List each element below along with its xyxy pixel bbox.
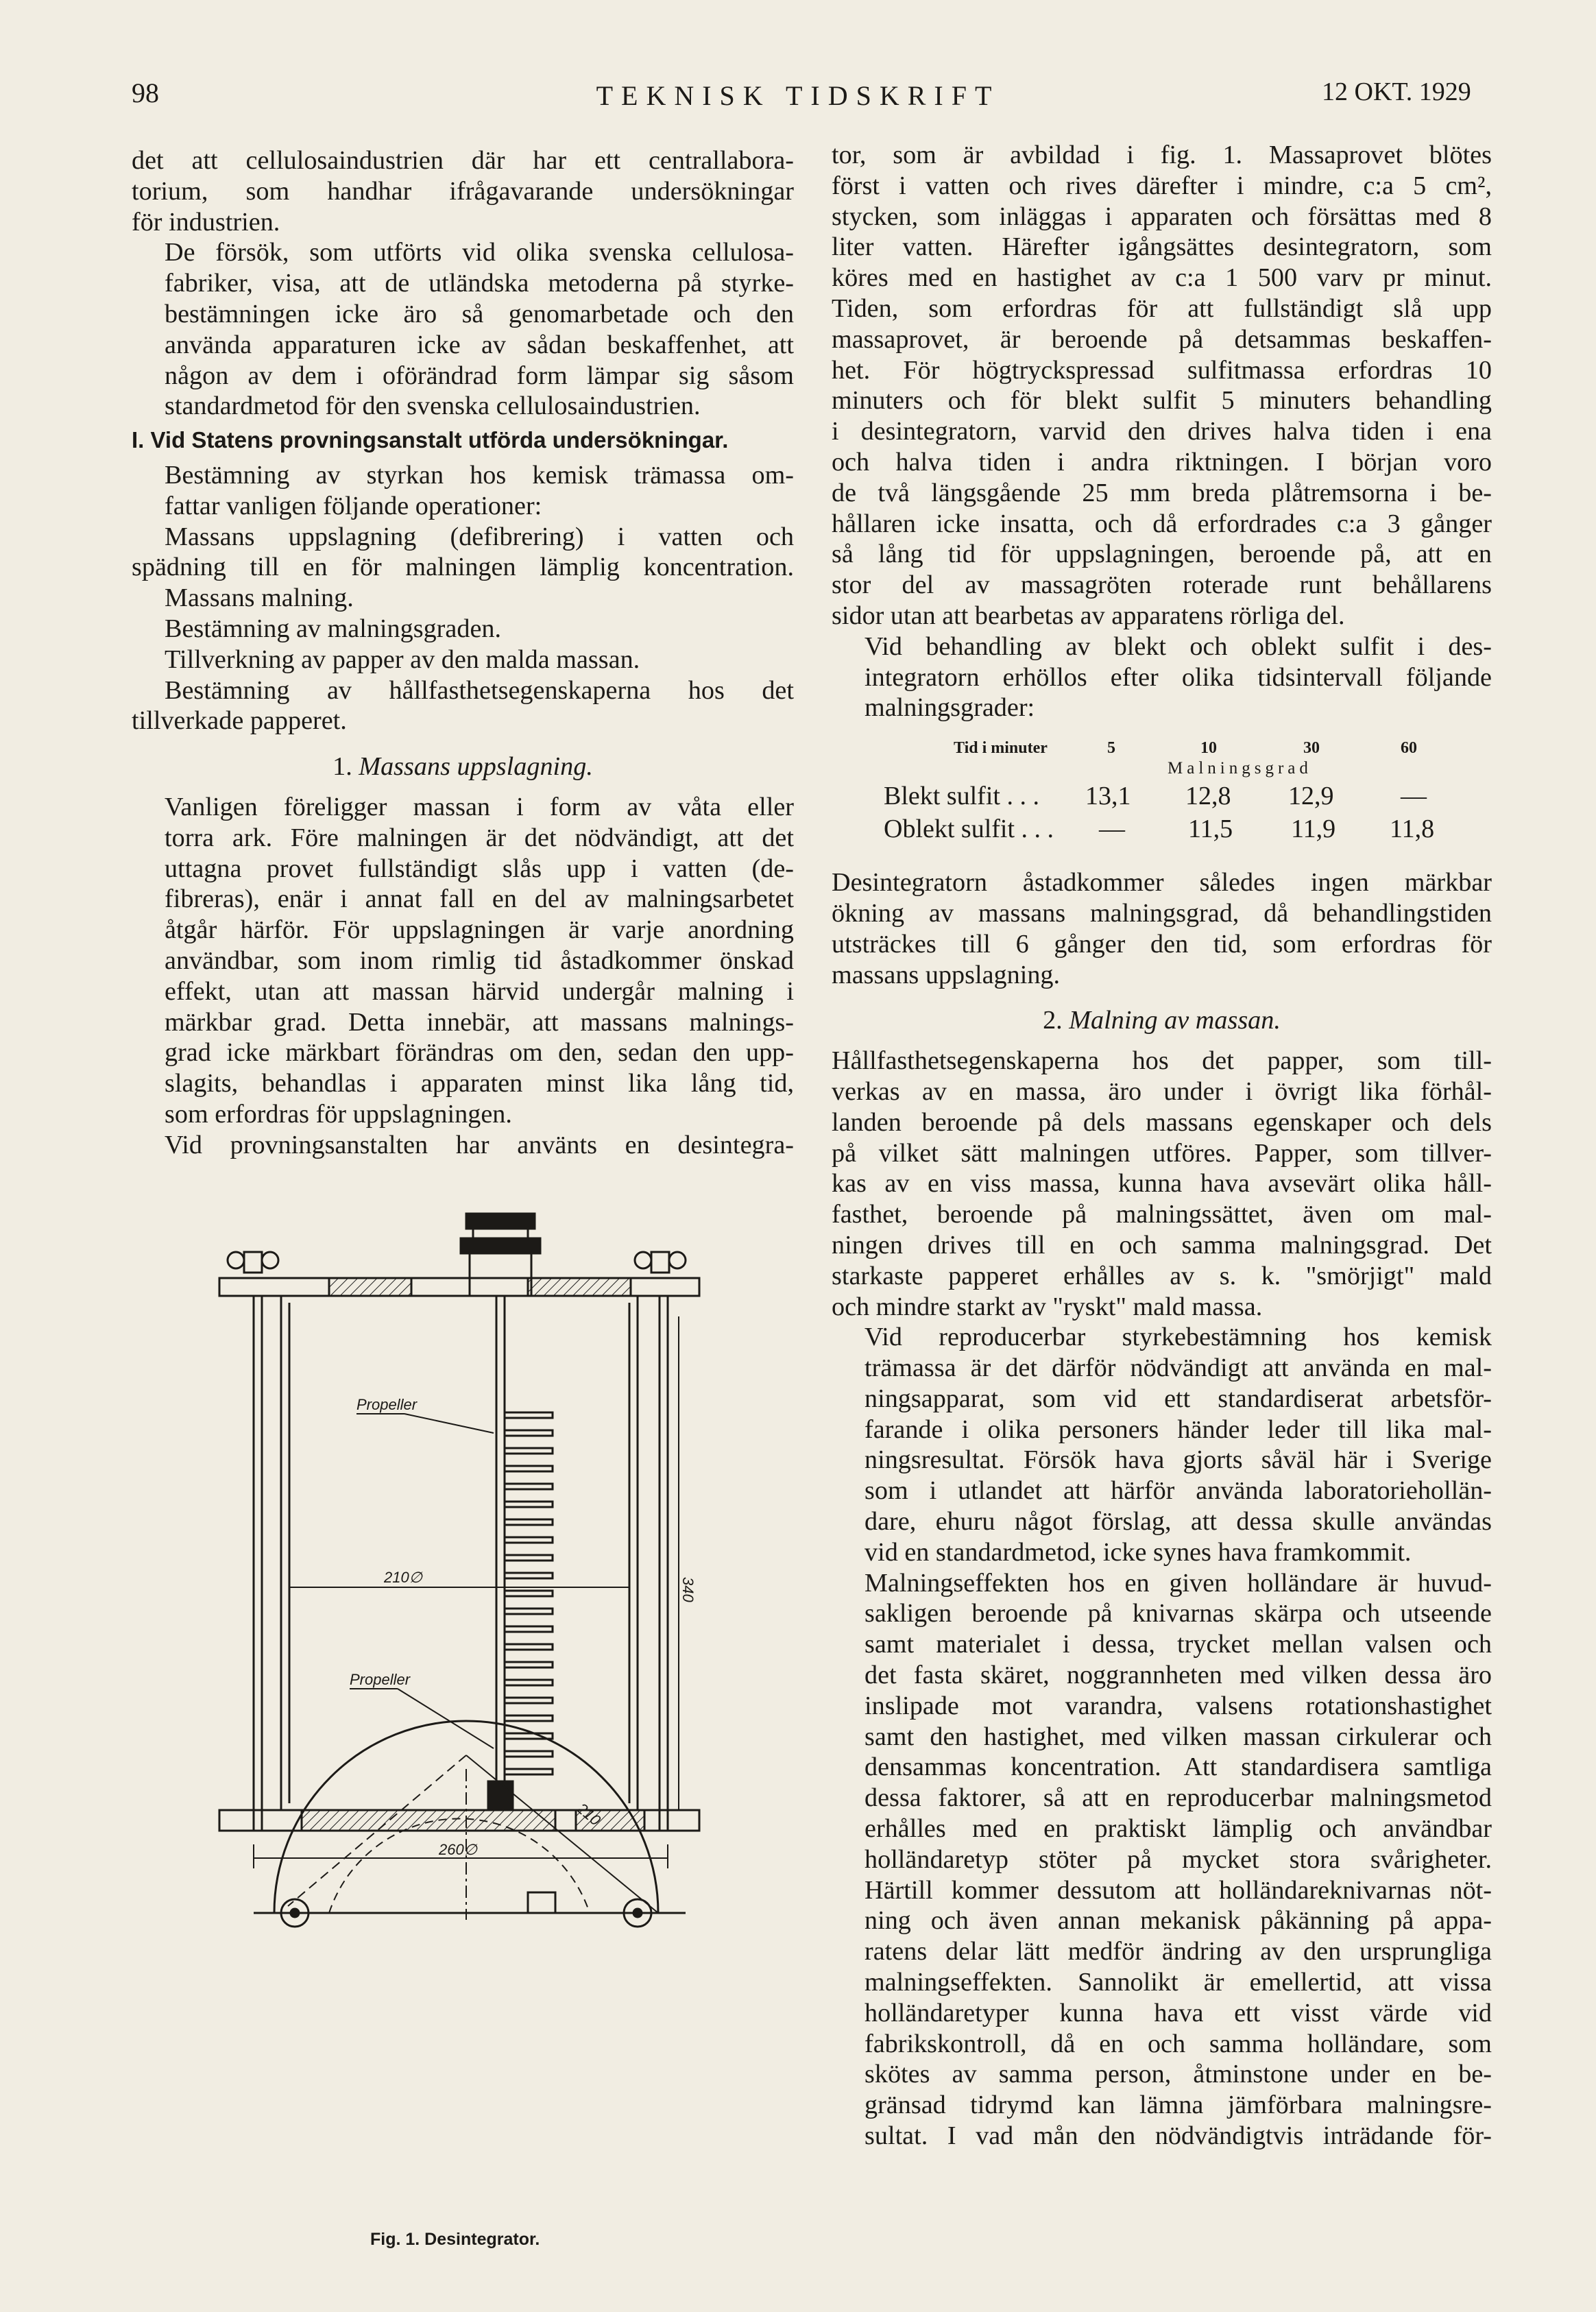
operations-list — [132, 522, 794, 737]
text-line: Massans malning. — [165, 583, 354, 613]
blade — [505, 1448, 553, 1454]
table-cell: 12,9 — [1288, 782, 1334, 811]
section-heading: I. Vid Statens provningsanstalt utförda undersökningar. — [132, 427, 729, 453]
text-line: använda apparaturen icke av sådan beskaffenhet, att — [165, 330, 794, 359]
malningsgrad-table — [832, 729, 1492, 847]
wing-nut-left-icon — [228, 1252, 278, 1273]
text-line: Massans uppslagning (defibrering) i vatten och — [165, 522, 794, 551]
pulley-icon — [466, 1214, 535, 1229]
text-line: sidor utan att bearbetas av apparatens rörliga del. — [832, 601, 1345, 630]
text-line: någon av dem i oförändrad form lämpar sig såsom — [165, 361, 794, 390]
subheading-1-number: 1. — [332, 752, 352, 782]
text-line: liter vatten. Härefter igångsättes desintegratorn, som — [832, 232, 1492, 262]
blade — [505, 1591, 553, 1596]
blade — [505, 1609, 553, 1614]
blade — [505, 1626, 553, 1632]
text-line: fibreras), enär i annat fall en del av malningsarbetet — [165, 884, 794, 914]
propeller-blades — [505, 1412, 553, 1774]
text-line: Vanligen föreligger massan i form av våta eller — [165, 792, 794, 821]
text-line: Tillverkning av papper av den malda massan. — [165, 645, 640, 674]
right-column — [832, 140, 1492, 2152]
text-line: integratorn erhöllos efter olika tidsintervall följande — [864, 662, 1492, 692]
text-line: het. För högtryckspressad sulfitmassa erfordras 10 — [832, 355, 1492, 385]
text-line: och mindre starkt av "ryskt" mald massa. — [832, 1292, 1263, 1321]
text-line: uttagna provet fullständigt slås upp i vatten (de- — [165, 854, 794, 883]
text-line: ning och även annan mekanisk påkänning på appa- — [864, 1906, 1492, 1936]
right-paragraph-1 — [832, 140, 1492, 631]
text-line: holländaretyper kunna hava ett visst värde vid — [864, 1998, 1492, 2027]
blade — [505, 1430, 553, 1436]
text-line: inslipade mot varandra, valsens rotationshastighet — [864, 1691, 1492, 1720]
label-diameter-210: 210∅ — [384, 1569, 422, 1586]
text-line: landen beroende på dels massans egenskaper och dels — [832, 1107, 1492, 1137]
issue-date: 12 OKT. 1929 — [1322, 77, 1471, 106]
text-line: Bestämning av styrkan hos kemisk trämassa om- — [165, 460, 794, 490]
table-row-label: Blekt sulfit . . . — [884, 782, 1039, 811]
text-line: fabriker, visa, att de utländska metoderna på styrke- — [165, 269, 794, 298]
text-line: farande i olika personers händer leder till lika mal- — [864, 1414, 1492, 1444]
text-line: fabrikskontroll, då en och samma holländare, som — [864, 2029, 1492, 2058]
text-line: dessa faktorer, så att en reproducerbar malningsmetod — [864, 1783, 1492, 1813]
text-line: densammas koncentration. Att standardisera samtliga — [864, 1753, 1492, 1782]
page-number: 98 — [132, 77, 159, 108]
text-line: massans uppslagning. — [832, 960, 1061, 989]
text-line: sultat. I vad mån den nödvändigtvis inträdande för- — [864, 2121, 1492, 2151]
table-cell: 11,8 — [1390, 815, 1435, 844]
text-line: som i utlandet att härför använda laboratoriehollän- — [864, 1476, 1492, 1506]
label-propeller-bottom: Propeller — [350, 1671, 411, 1688]
text-line: Bestämning av malningsgraden. — [165, 614, 502, 643]
table-header-row — [832, 729, 1492, 758]
text-line: torium, som handhar ifrågavarande undersökningar — [132, 176, 794, 206]
text-line: malningsgrader: — [864, 693, 1035, 723]
text-line: tillverkade papperet. — [132, 706, 347, 736]
blade — [505, 1644, 553, 1650]
text-line: Vid reproducerbar styrkebestämning hos kemisk — [864, 1323, 1492, 1352]
table-cell: — — [1099, 815, 1125, 844]
text-line: först i vatten och rives därefter i mindre, c:a 5 cm², — [832, 171, 1492, 200]
text-line: bestämningen icke äro så genomarbetade och den — [165, 299, 794, 328]
table-cell: 12,8 — [1185, 782, 1231, 811]
label-height-340: 340 — [679, 1577, 697, 1602]
label-propeller-top: Propeller — [356, 1396, 418, 1413]
left-paragraph-3 — [132, 460, 794, 522]
text-line: kas av en viss massa, kunna hava avsevärt olika håll- — [832, 1169, 1492, 1199]
text-line: Hållfasthetsegenskaperna hos det papper, som till- — [832, 1046, 1492, 1076]
text-line: ningen drives till en och samma malningsgrad. Det — [832, 1230, 1492, 1260]
blade — [505, 1519, 553, 1525]
left-paragraph-1 — [132, 145, 794, 237]
text-line: erhålles med en praktiskt lämplig och användbar — [864, 1814, 1492, 1844]
text-line: ningsapparat, som vid ett standardiserat arbetsför- — [864, 1384, 1492, 1413]
text-line: användbar, som inom rimlig tid åstadkommer önskad — [165, 946, 794, 975]
text-line: holländaretyp stöter på mycket stora svårigheter. — [864, 1844, 1492, 1874]
table-time-10: 10 — [1200, 739, 1217, 758]
blade — [505, 1680, 553, 1685]
text-line: det att cellulosaindustrien där har ett centrallabora- — [132, 146, 794, 175]
blade — [505, 1502, 553, 1507]
text-line: på vilket sätt malningen utföres. Papper, som tillver- — [832, 1138, 1492, 1168]
subheading-2-number: 2. — [1043, 1006, 1063, 1035]
text-line: De försök, som utförts vid olika svenska cellulosa- — [165, 238, 794, 267]
left-column — [132, 145, 794, 1161]
table-header-label: Tid i minuter — [954, 739, 1048, 758]
text-line: hållaren icke insatta, och då erfordrades c:a 3 gånger — [832, 509, 1492, 538]
text-line: starkaste papperet erhålles av s. k. "smörjigt" mald — [832, 1261, 1492, 1290]
text-line: och halva tiden i andra riktningen. I början voro — [832, 447, 1492, 477]
subheading-1 — [132, 751, 794, 782]
text-line: fasthet, beroende på malningssättet, även om mal- — [832, 1200, 1492, 1229]
table-time-5: 5 — [1107, 739, 1115, 758]
left-paragraph-2 — [132, 237, 794, 422]
elevation-view — [219, 1214, 699, 1868]
table-cell: 13,1 — [1085, 782, 1131, 811]
text-line: Malningseffekten hos en given holländare är huvud- — [864, 1568, 1492, 1598]
text-line: Vid provningsanstalten har använts en desintegra- — [165, 1130, 794, 1159]
text-line: ökning av massans malningsgrad, då behandlingstiden — [832, 898, 1492, 928]
text-line: för industrien. — [132, 207, 280, 237]
text-line: samt materialet i dessa, trycket mellan valsen och — [864, 1630, 1492, 1659]
text-line: Härtill kommer dessutom att holländareknivarnas nöt- — [864, 1875, 1492, 1905]
text-line: fattar vanligen följande operationer: — [165, 491, 542, 520]
right-paragraph-2 — [832, 631, 1492, 723]
subheading-1-title: Massans uppslagning. — [359, 752, 593, 782]
table-subheader-label: Malningsgrad — [1168, 759, 1312, 778]
text-line: verkas av en massa, äro under i övrigt lika förhål- — [832, 1076, 1492, 1106]
label-diagonal-210: 210 — [573, 1799, 604, 1829]
table-time-60: 60 — [1401, 739, 1417, 758]
table-cell: 11,9 — [1291, 815, 1336, 844]
subheading-2 — [832, 1005, 1492, 1036]
table-row — [832, 781, 1492, 814]
text-line: det fasta skäret, noggrannheten med vilken dessa äro — [864, 1661, 1492, 1690]
text-line: märkbar grad. Detta innebär, att massans malnings- — [165, 1007, 794, 1037]
left-paragraph-4 — [132, 792, 794, 1130]
text-line: malningseffekten. Sannolikt är emellertid, att vissa — [864, 1968, 1492, 1997]
table-cell: 11,5 — [1188, 815, 1233, 844]
text-line: köres med en hastighet av c:a 1 500 varv pr minut. — [832, 263, 1492, 293]
text-line: skötes av samma person, åtminstone under en be- — [864, 2060, 1492, 2089]
blade — [505, 1715, 553, 1721]
text-line: gränsad tidrymd kan lämna jämförbara malningsre- — [864, 2091, 1492, 2120]
text-line: torra ark. Före malningen är det nödvändigt, att det — [165, 823, 794, 852]
text-line: Tiden, som erfordras för att fullständigt slå upp — [832, 293, 1492, 323]
journal-title: TEKNISK TIDSKRIFT — [596, 80, 1000, 111]
table-subheader — [832, 754, 1492, 781]
left-paragraph-5 — [132, 1130, 794, 1161]
text-line: i desintegratorn, varvid den drives halva tiden i ena — [832, 417, 1492, 446]
text-line: så lång tid för uppslagningen, beroende på, att en — [832, 540, 1492, 569]
text-line: effekt, utan att massan härvid undergår malning i — [165, 976, 794, 1006]
table-row-label: Oblekt sulfit . . . — [884, 815, 1054, 844]
text-line: stycken, som inläggas i apparaten och försättas med 8 — [832, 202, 1492, 231]
blade — [505, 1573, 553, 1578]
text-line: åtgår härför. För uppslagningen är varje anordning — [165, 915, 794, 945]
text-line: slagits, behandlas i apparaten minst lika lång tid, — [165, 1069, 794, 1098]
text-line: spädning till en för malningen lämplig koncentration. — [132, 553, 794, 582]
text-line: Desintegratorn åstadkommer således ingen märkbar — [832, 868, 1492, 898]
table-row — [832, 814, 1492, 847]
text-line: tor, som är avbildad i fig. 1. Massaprovet blötes — [832, 141, 1492, 169]
blade — [505, 1466, 553, 1471]
label-diameter-260: 260∅ — [439, 1841, 477, 1858]
text-line: minuters och för blekt sulfit 5 minuters behandling — [832, 386, 1492, 416]
blade — [505, 1484, 553, 1489]
wing-nut-right-icon — [635, 1252, 686, 1273]
right-paragraph-3 — [832, 867, 1492, 990]
table-time-30: 30 — [1303, 739, 1320, 758]
text-line: stor del av massagröten roterade runt behållarens — [832, 570, 1492, 600]
right-paragraph-4 — [832, 1046, 1492, 1322]
figure-caption: Fig. 1. Desintegrator. — [370, 2230, 540, 2249]
text-line: som erfordras för uppslagningen. — [165, 1099, 512, 1129]
text-line: vid en standardmetod, icke synes hava framkommit. — [864, 1537, 1412, 1567]
table-cell: — — [1401, 782, 1427, 811]
text-line: ningsresultat. Försök hava gjorts såväl här i Sverige — [864, 1445, 1492, 1475]
text-line: standardmetod för den svenska cellulosaindustrien. — [165, 392, 701, 421]
blade — [505, 1751, 553, 1757]
text-line: trämassa är det därför nödvändigt att använda en mal- — [864, 1353, 1492, 1383]
subheading-2-title: Malning av massan. — [1069, 1006, 1281, 1035]
blade — [505, 1662, 553, 1667]
text-line: ratens delar lätt medför ändring av den ursprungliga — [864, 1937, 1492, 1966]
text-line: Bestämning av hållfasthetsegenskaperna hos det — [165, 675, 794, 705]
blade — [505, 1698, 553, 1703]
text-line: de två längsgående 25 mm breda plåtremsorna i be- — [832, 478, 1492, 507]
text-line: grad icke märkbart förändras om den, sedan den upp- — [165, 1038, 794, 1068]
text-line: dare, ehuru något förslag, att dessa skulle användas — [864, 1507, 1492, 1537]
text-line: Vid behandling av blekt och oblekt sulfit i des- — [864, 631, 1492, 661]
blade — [505, 1769, 553, 1774]
right-paragraph-6 — [832, 1568, 1492, 2152]
text-line: samt den hastighet, med vilken massan cirkulerar och — [864, 1722, 1492, 1751]
text-line: massaprovet, är beroende på detsammas beskaffen- — [832, 324, 1492, 354]
blade — [505, 1537, 553, 1543]
text-line: utsträckes till 6 gånger den tid, som erfordras för — [832, 929, 1492, 959]
right-paragraph-5 — [832, 1322, 1492, 1567]
text-line: sakligen beroende på knivarnas skärpa och utseende — [864, 1599, 1492, 1628]
desintegrator-drawing — [206, 1207, 795, 1930]
blade — [505, 1412, 553, 1418]
blade — [505, 1555, 553, 1561]
